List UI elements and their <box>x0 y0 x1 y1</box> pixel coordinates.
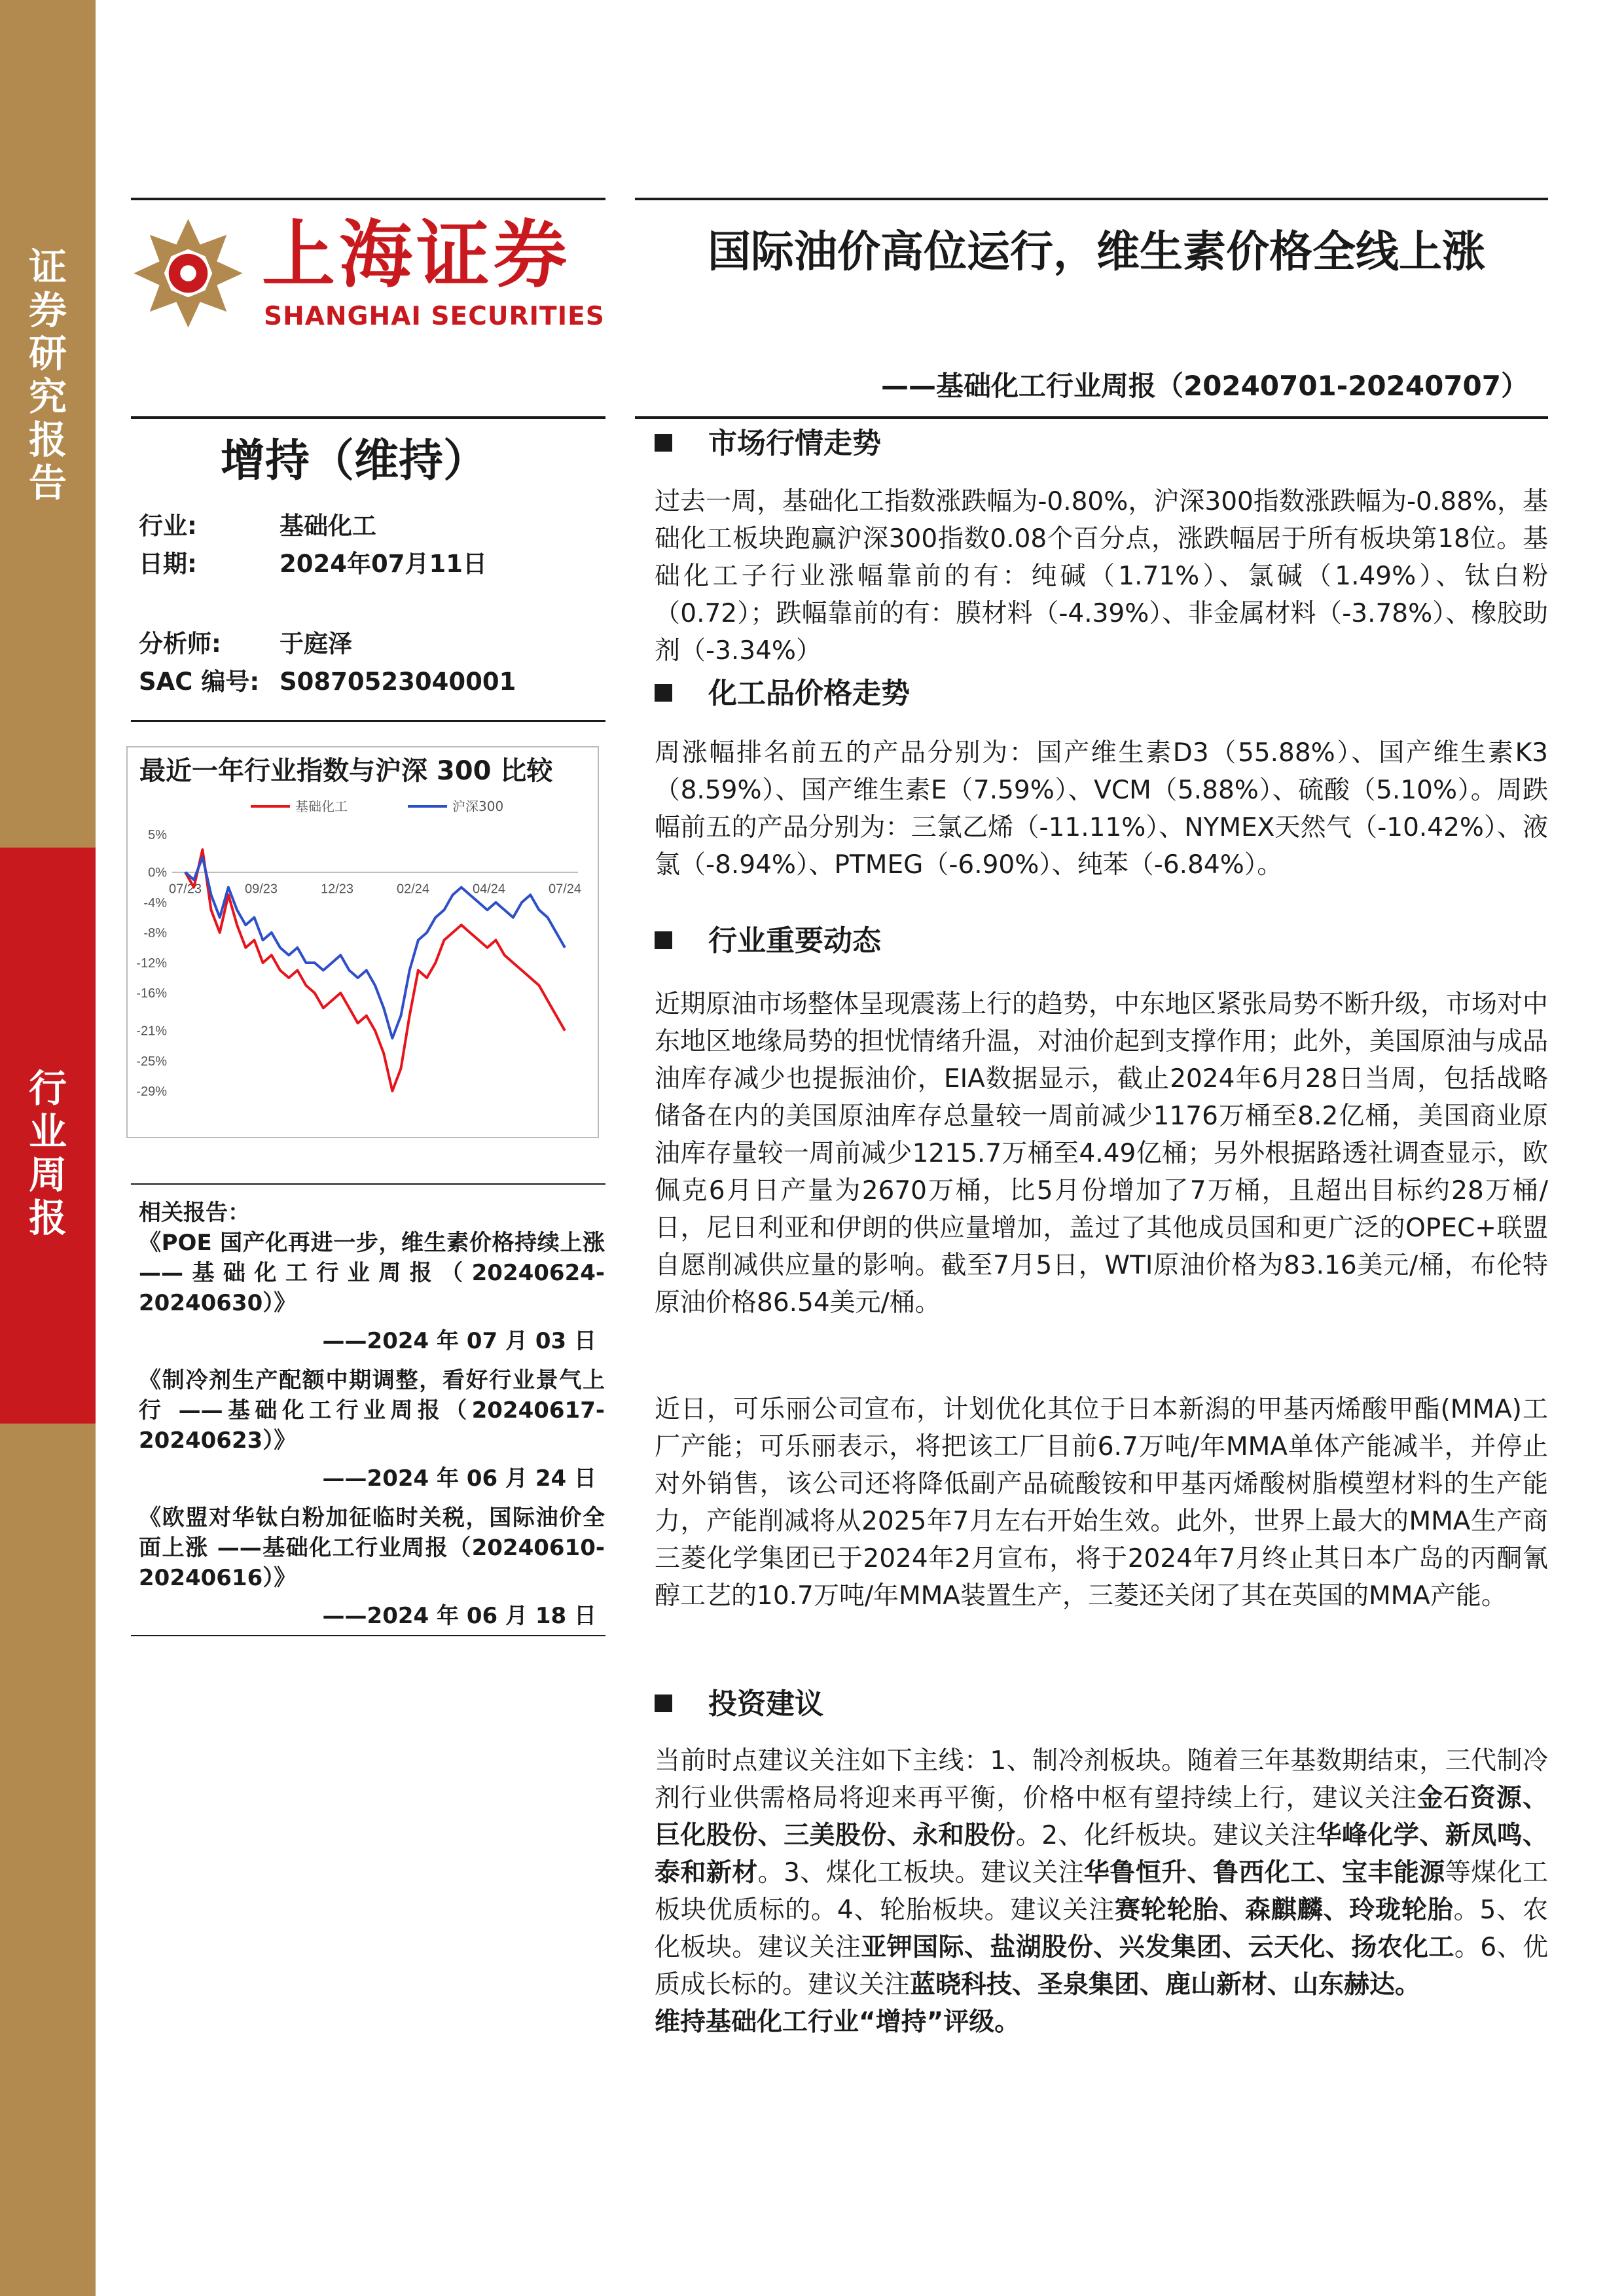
bullet-square-icon <box>655 684 672 702</box>
invest-text: 。6、优质成长标的。建议关注 <box>655 1933 1548 2000</box>
meta-industry <box>139 511 376 542</box>
invest-rating-line: 维持基础化工行业“增持”评级。 <box>655 2007 1020 2037</box>
related-report-date: ——2024 年 06 月 24 日 <box>322 1465 596 1492</box>
related-report-date: ——2024 年 07 月 03 日 <box>322 1328 596 1354</box>
rating: 增持（维持） <box>220 435 488 487</box>
y-tick-label: -21% <box>136 1024 167 1039</box>
rule-left-2 <box>131 416 605 419</box>
sidebar-char: 告 <box>28 461 67 505</box>
logo-emblem-icon <box>131 216 245 331</box>
meta-label: 行业: <box>139 512 197 540</box>
meta-sac <box>139 666 516 698</box>
related-report-title: 《POE 国产化再进一步，维生素价格持续上涨 ——基础化工行业周报（20240624-20240630）》 <box>139 1230 605 1316</box>
meta-date <box>139 548 487 580</box>
series-line-2 <box>185 857 565 1039</box>
invest-text: 。5、农化板块。建议关注 <box>655 1895 1548 1962</box>
x-tick-label: 07/24 <box>548 882 582 897</box>
section-body-market: 过去一周，基础化工指数涨跌幅为-0.80%，沪深300指数涨跌幅为-0.88%，基础化工板块跑赢沪深300指数0.08个百分点，涨跌幅居于所有板块第18位。基础化工子行业涨幅靠前的有：纯碱（1.71%）、氯碱（1.49%）、钛白粉（0.72）；跌幅靠前的有：膜材料（-4.39%）、非金属材料（-3.78%）、橡胶助剂（-3.34%） <box>655 487 1548 666</box>
sidebar-char: 研 <box>28 331 67 376</box>
related-report-title: 《制冷剂生产配额中期调整，看好行业景气上行 ——基础化工行业周报（20240617-20240623）》 <box>139 1367 605 1454</box>
x-tick-label: 04/24 <box>472 882 506 897</box>
meta-value: 于庭泽 <box>280 630 352 658</box>
logo-text-cn: 上海证券 <box>262 213 571 298</box>
meta-analyst <box>139 628 352 660</box>
invest-text: 当前时点建议关注如下主线：1、制冷剂板块。随着三年基数期结束，三代制冷剂行业供需格局将迎来再平衡，价格中枢有望持续上行，建议关注 <box>655 1746 1548 1813</box>
meta-label: 分析师: <box>139 630 221 658</box>
section-body-news-1: 近期原油市场整体呈现震荡上行的趋势，中东地区紧张局势不断升级，市场对中东地区地缘局势的担忧情绪升温，对油价起到支撑作用；此外，美国原油与成品油库存减少也提振油价，EIA数据显示，截止2024年6月28日当周，包括战略储备在内的美国原油库存总量较一周前减少1176万桶至8.2亿桶，美国商业原油库存量较一周前减少1215.7万桶至4.49亿桶；另外根据路透社调查显示，欧佩克6月日产量为2670万桶，比5月份增加了7万桶，且超出目标约28万桶/日，尼日利亚和伊朗的供应量增加，盖过了其他成员国和更广泛的OPEC+联盟自愿削减供应量的影响。截至7月5日，WTI原油价格为83.16美元/桶，布伦特原油价格86.54美元/桶。 <box>655 990 1549 1318</box>
header-rule-left <box>131 198 605 200</box>
related-report-date: ——2024 年 06 月 18 日 <box>322 1603 596 1629</box>
section-heading-news <box>655 923 881 960</box>
meta-value: S0870523040001 <box>280 668 516 696</box>
sidebar-char: 证 <box>28 245 67 289</box>
meta-label: 日期: <box>139 550 197 578</box>
y-tick-label: 0% <box>148 865 167 880</box>
sidebar-char: 报 <box>28 1196 67 1240</box>
x-tick-label: 07/23 <box>168 882 202 897</box>
y-tick-label: -4% <box>143 895 167 910</box>
header-rule-right <box>635 198 1548 200</box>
section-body-prices: 周涨幅排名前五的产品分别为：国产维生素D3（55.88%）、国产维生素K3（8.59%）、国产维生素E（7.59%）、VCM（5.88%）、硫酸（5.10%）。周跌幅前五的产品分别为：三氯乙烯（-11.11%）、NYMEX天然气（-10.42%）、液氯（-8.94%）、PTMEG（-6.90%）、纯苯（-6.84%）。 <box>655 738 1548 880</box>
y-tick-label: -29% <box>136 1084 167 1099</box>
section-heading-text: 市场行情走势 <box>708 427 881 460</box>
invest-stocks: 赛轮轮胎、森麒麟、玲珑轮胎 <box>1114 1895 1454 1925</box>
sidebar-label-weekly <box>0 1067 96 1240</box>
sidebar-char: 周 <box>28 1153 67 1197</box>
section-heading-text: 化工品价格走势 <box>708 677 910 710</box>
related-report-title: 《欧盟对华钛白粉加征临时关税，国际油价全面上涨 ——基础化工行业周报（20240610-20240616）》 <box>139 1505 605 1591</box>
related-heading: 相关报告： <box>139 1200 250 1226</box>
invest-stocks: 金石资源、巨化股份、三美股份、永和股份 <box>655 1784 1548 1850</box>
report-subtitle: ——基础化工行业周报（20240701-20240707） <box>880 370 1528 402</box>
logo-text-en: SHANGHAI SECURITIES <box>264 302 605 331</box>
invest-text: 。2、化纤板块。建议关注 <box>1015 1821 1316 1850</box>
meta-value: 基础化工 <box>280 512 376 540</box>
sidebar-char: 券 <box>28 288 67 332</box>
sidebar-label-report <box>0 245 96 505</box>
sidebar-char: 行 <box>28 1066 67 1111</box>
rule-left-3 <box>131 720 605 722</box>
invest-text: 。3、煤化工板块。建议关注 <box>757 1858 1084 1888</box>
rule-right-2 <box>635 416 1548 419</box>
section-heading-market <box>655 425 881 462</box>
sidebar-char: 业 <box>28 1109 67 1154</box>
meta-value: 2024年07月11日 <box>280 550 487 578</box>
x-tick-label: 02/24 <box>396 882 430 897</box>
section-body-news-2: 近日，可乐丽公司宣布，计划优化其位于日本新潟的甲基丙烯酸甲酯(MMA)工厂产能；可乐丽表示，将把该工厂目前6.7万吨/年MMA单体产能减半，并停止对外销售，该公司还将降低副产品硫酸铵和甲基丙烯酸树脂模塑材料的生产能力，产能削减将从2025年7月左右开始生效。此外，世界上最大的MMA生产商三菱化学集团已于2024年2月宣布，将于2024年7月终止其日本广岛的丙酮氰醇工艺的10.7万吨/年MMA装置生产，三菱还关闭了其在英国的MMA产能。 <box>655 1395 1548 1611</box>
y-tick-label: -8% <box>143 925 167 941</box>
y-tick-label: -25% <box>136 1054 167 1069</box>
section-heading-prices <box>655 675 910 712</box>
line-chart <box>126 792 596 1132</box>
section-heading-text: 行业重要动态 <box>708 924 881 958</box>
invest-stocks: 亚钾国际、盐湖股份、兴发集团、云天化、扬农化工 <box>861 1933 1454 1962</box>
invest-text: 等煤化工板块优质标的。4、轮胎板块。建议关注 <box>655 1858 1548 1925</box>
invest-stocks: 蓝晓科技、圣泉集团、鹿山新材、山东赫达。 <box>910 1970 1421 2000</box>
y-tick-label: -16% <box>136 986 167 1001</box>
section-heading-invest <box>655 1686 823 1723</box>
meta-label: SAC 编号: <box>139 668 260 696</box>
invest-stocks: 华鲁恒升、鲁西化工、宝丰能源 <box>1083 1858 1445 1888</box>
bullet-square-icon <box>655 1695 672 1712</box>
bullet-square-icon <box>655 434 672 452</box>
y-tick-label: -12% <box>136 956 167 971</box>
legend-label: 沪深300 <box>452 798 504 814</box>
section-heading-text: 投资建议 <box>708 1687 823 1721</box>
rule-left-5 <box>131 1635 605 1636</box>
section-body-invest <box>655 1742 1548 2041</box>
rule-left-4 <box>131 1183 605 1185</box>
series-line-1 <box>185 850 565 1091</box>
sidebar-char: 究 <box>28 374 67 419</box>
invest-stocks: 华峰化学、新凤鸣、泰和新材 <box>655 1821 1548 1888</box>
report-title: 国际油价高位运行，维生素价格全线上涨 <box>708 226 1485 277</box>
sidebar-char: 报 <box>28 418 67 462</box>
x-tick-label: 12/23 <box>320 882 354 897</box>
y-tick-label: 5% <box>148 828 167 842</box>
chart-title: 最近一年行业指数与沪深 300 比较 <box>139 756 553 786</box>
bullet-square-icon <box>655 931 672 949</box>
x-tick-label: 09/23 <box>244 882 278 897</box>
legend-label: 基础化工 <box>295 798 348 814</box>
